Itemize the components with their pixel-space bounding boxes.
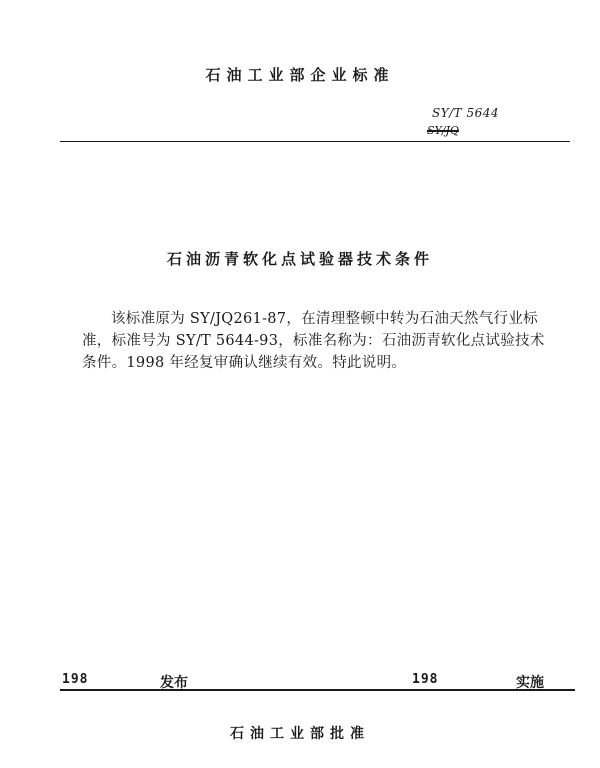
top-divider — [60, 141, 570, 142]
bottom-divider — [60, 689, 575, 691]
standard-number-old-struck: SY/JQ — [427, 124, 459, 137]
publish-year: 198 — [62, 672, 89, 687]
effective-label: 实施 — [516, 675, 544, 691]
body-paragraph: 该标准原为 SY/JQ261-87，在清理整顿中转为石油天然气行业标准，标准号为 SY/T 5644-93，标准名称为：石油沥青软化点试验技术条件。1998 年经复审确认继续有效。特此说明。 — [82, 311, 545, 371]
issuer-title: 石油工业部企业标准 — [205, 66, 395, 84]
standard-number-current: SY/T 5644 — [432, 106, 500, 120]
document-title: 石油沥青软化点试验器技术条件 — [166, 250, 433, 268]
effective-year: 198 — [412, 672, 439, 687]
publish-label: 发布 — [160, 675, 188, 691]
approval-statement: 石油工业部批准 — [230, 726, 370, 742]
